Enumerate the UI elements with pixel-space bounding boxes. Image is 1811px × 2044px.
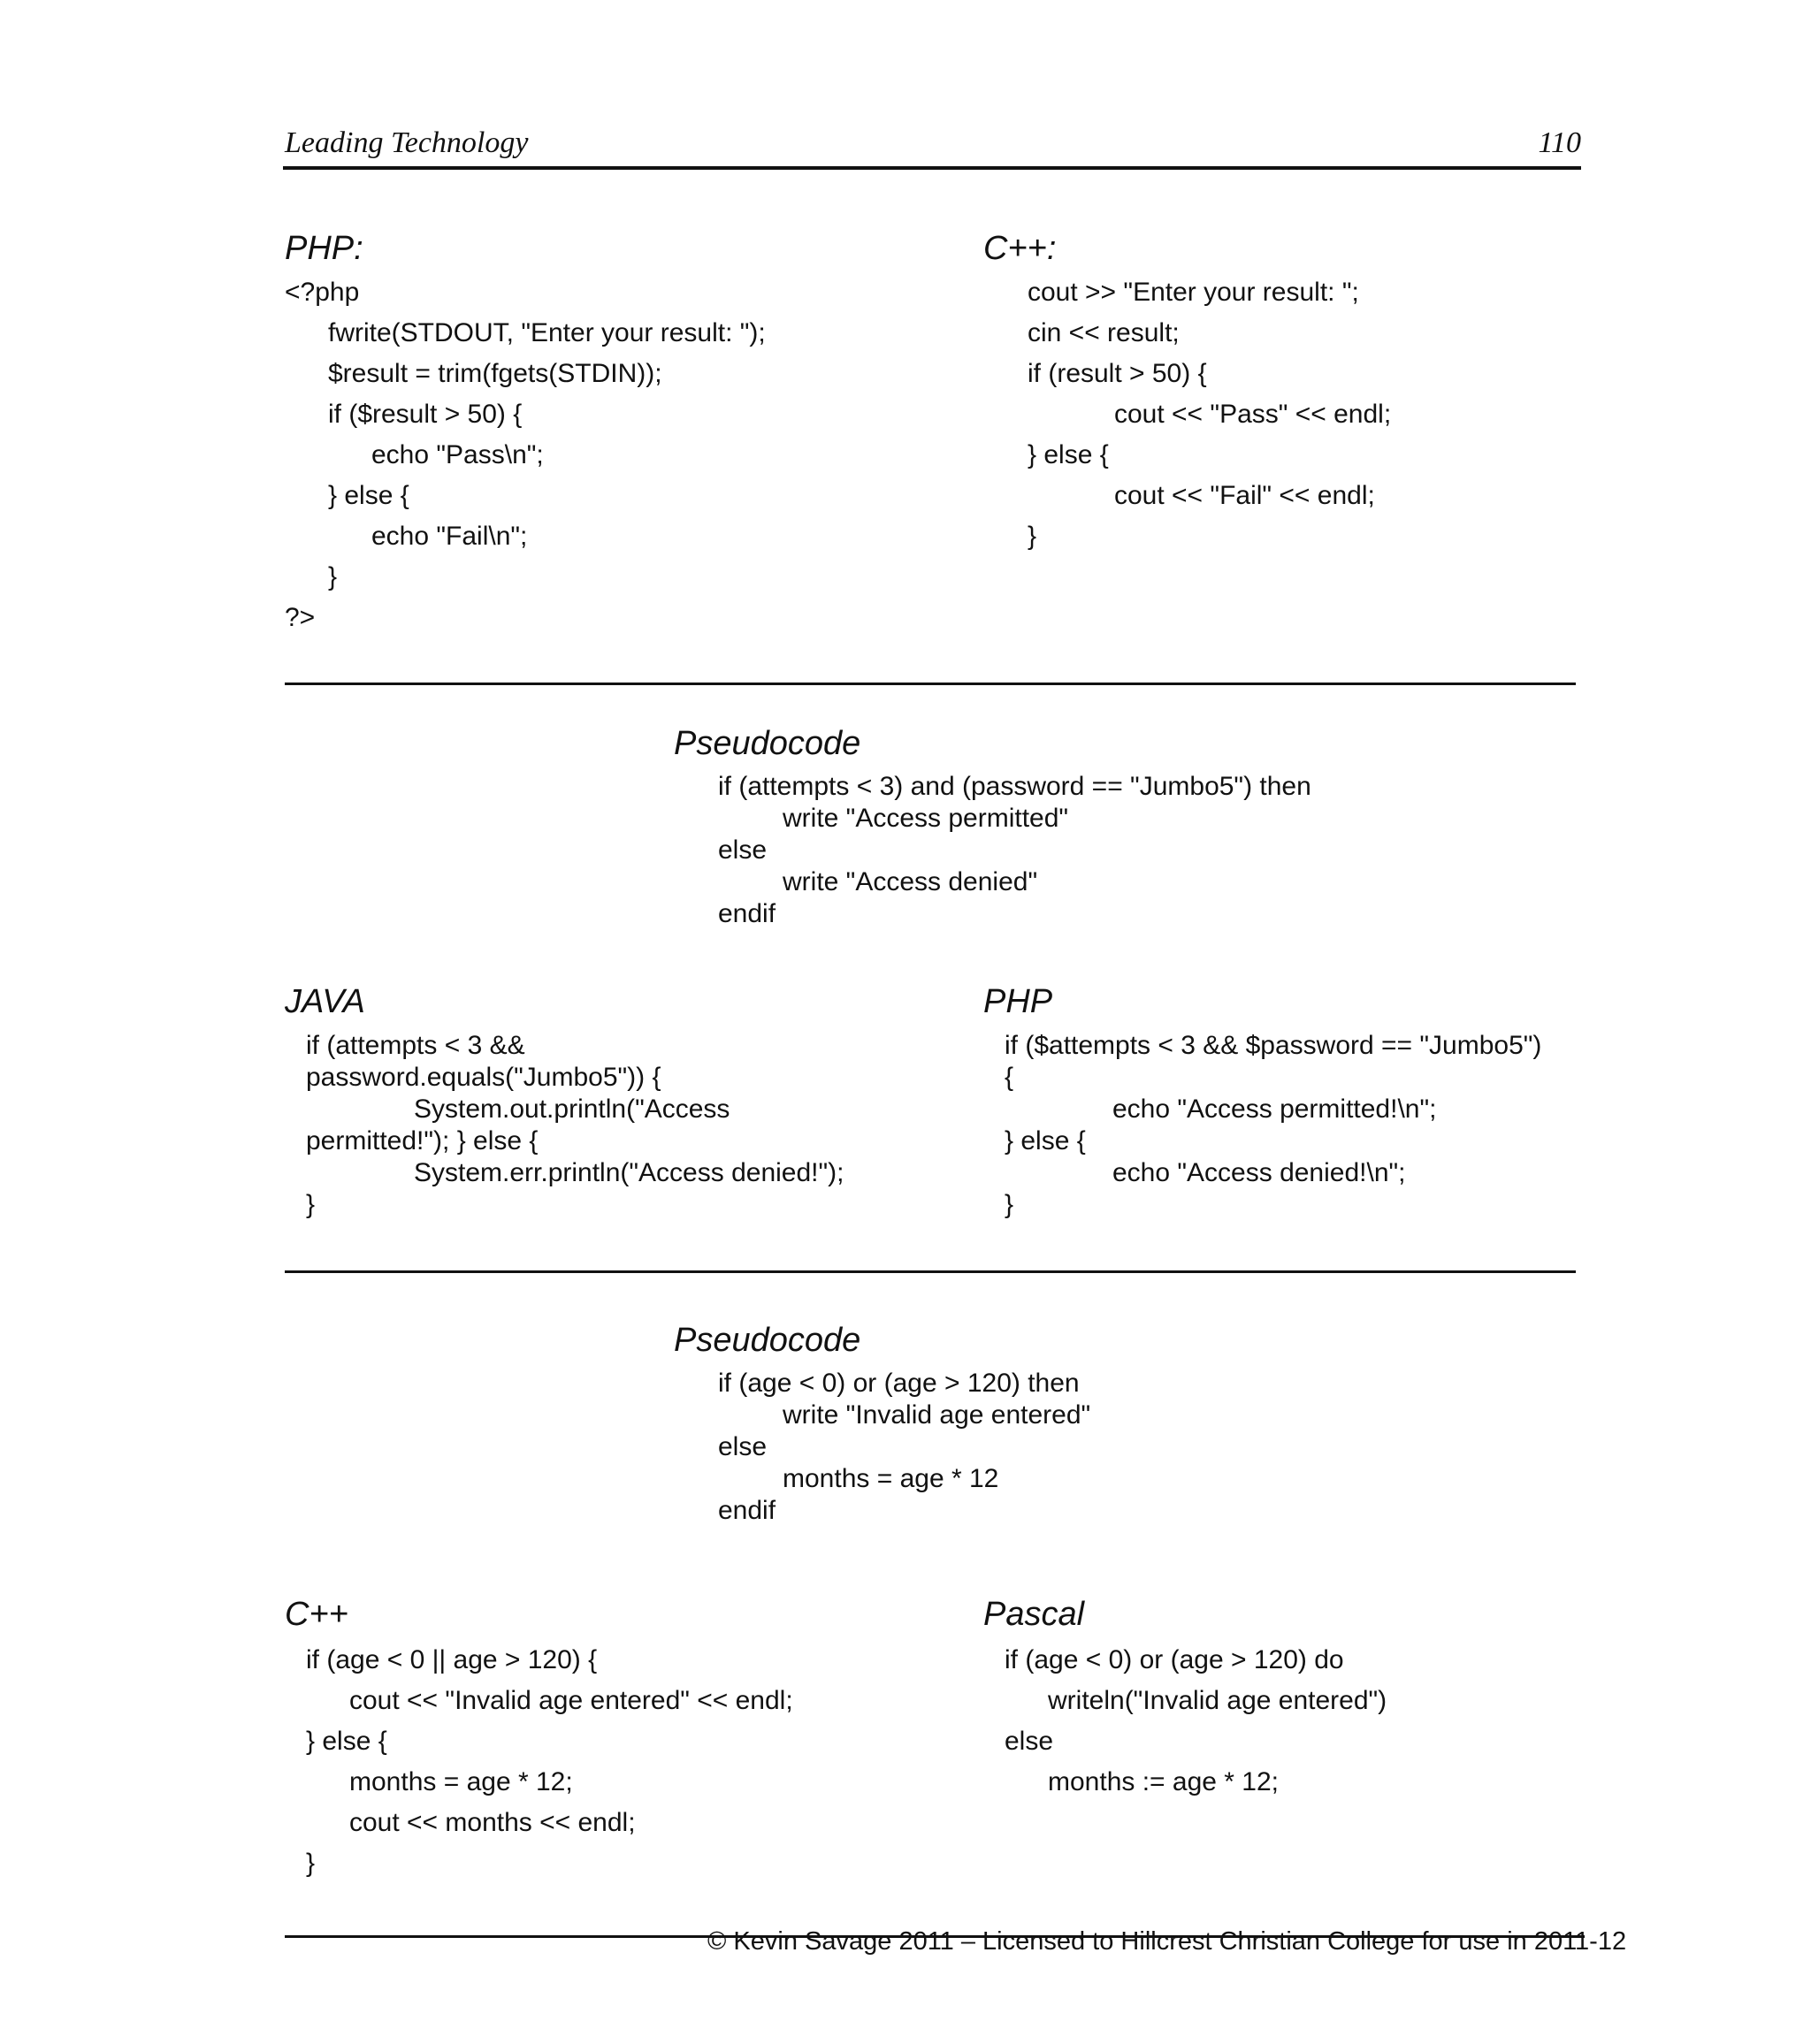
pseudocode-block [718, 1368, 1090, 1527]
pseudocode-heading: Pseudocode [674, 1322, 861, 1359]
code-line: if (age < 0) or (age > 120) do [1005, 1645, 1344, 1674]
code-line: write "Access denied" [783, 867, 1038, 896]
code-line: write "Access permitted" [783, 804, 1069, 833]
cpp-code-block [306, 1640, 793, 1884]
code-line: if ($result > 50) { [328, 400, 523, 429]
code-line: cout >> "Enter your result: "; [1028, 278, 1359, 307]
code-line: System.out.println("Access [414, 1094, 730, 1124]
code-line: cout << "Pass" << endl; [1114, 400, 1392, 429]
java-heading: JAVA [285, 983, 365, 1020]
code-line: echo "Access denied!\n"; [1112, 1158, 1406, 1187]
code-line: cout << months << endl; [349, 1808, 636, 1837]
code-line: } else { [328, 481, 409, 510]
pseudocode-heading: Pseudocode [674, 725, 861, 762]
code-line: if (attempts < 3) and (password == "Jumbo5") then [718, 772, 1311, 801]
code-line: endif [718, 1496, 776, 1525]
code-line: months := age * 12; [1048, 1767, 1280, 1796]
pascal-code-block [1005, 1640, 1387, 1803]
pascal-heading: Pascal [983, 1596, 1085, 1633]
php-heading: PHP: [285, 230, 363, 267]
code-line: } [328, 562, 338, 591]
php-code-block [1005, 1030, 1541, 1221]
code-line: } [306, 1190, 316, 1219]
code-line: } else { [1005, 1126, 1086, 1155]
code-line: ?> [285, 603, 316, 632]
cpp-heading: C++: [983, 230, 1057, 267]
code-line: <?php [285, 278, 360, 307]
code-line: months = age * 12; [349, 1767, 573, 1796]
code-line: if ($attempts < 3 && $password == "Jumbo5") [1005, 1031, 1542, 1060]
php-heading: PHP [983, 983, 1053, 1020]
code-line: { [1005, 1063, 1014, 1092]
code-line: if (age < 0) or (age > 120) then [718, 1369, 1080, 1398]
code-line: } [306, 1849, 316, 1878]
code-line: if (result > 50) { [1028, 359, 1207, 388]
code-line: echo "Fail\n"; [371, 522, 528, 551]
code-line: if (attempts < 3 && [306, 1031, 525, 1060]
code-line: System.err.println("Access denied!"); [414, 1158, 844, 1187]
code-line: $result = trim(fgets(STDIN)); [328, 359, 662, 388]
code-line: } else { [1028, 440, 1109, 469]
code-line: } else { [306, 1727, 387, 1756]
code-line: cout << "Fail" << endl; [1114, 481, 1375, 510]
code-line: echo "Access permitted!\n"; [1112, 1094, 1437, 1124]
java-code-block [306, 1030, 844, 1221]
code-line: months = age * 12 [783, 1464, 999, 1493]
section-divider [285, 1270, 1576, 1273]
page-number: 110 [1538, 126, 1581, 159]
code-line: else [1005, 1727, 1054, 1756]
code-line: permitted!"); } else { [306, 1126, 539, 1155]
cpp-code-block [1028, 272, 1391, 557]
pseudocode-block [718, 771, 1311, 930]
header-rule [283, 166, 1581, 170]
code-line: writeln("Invalid age entered") [1048, 1686, 1387, 1715]
php-code-block [285, 272, 766, 638]
cpp-heading: C++ [285, 1596, 348, 1633]
running-header-title: Leading Technology [285, 126, 529, 159]
code-line: else [718, 1432, 768, 1461]
copyright-notice: © Kevin Savage 2011 – Licensed to Hillcrest Christian College for use in 2011-12 [707, 1927, 1627, 1956]
code-line: write "Invalid age entered" [783, 1400, 1091, 1430]
code-line: } [1028, 522, 1037, 551]
code-line: password.equals("Jumbo5")) { [306, 1063, 661, 1092]
code-line: } [1005, 1190, 1014, 1219]
code-line: cin << result; [1028, 318, 1180, 347]
code-line: if (age < 0 || age > 120) { [306, 1645, 598, 1674]
code-line: cout << "Invalid age entered" << endl; [349, 1686, 793, 1715]
section-divider [285, 683, 1576, 685]
code-line: fwrite(STDOUT, "Enter your result: "); [328, 318, 766, 347]
code-line: endif [718, 899, 776, 928]
code-line: else [718, 835, 768, 865]
code-line: echo "Pass\n"; [371, 440, 544, 469]
